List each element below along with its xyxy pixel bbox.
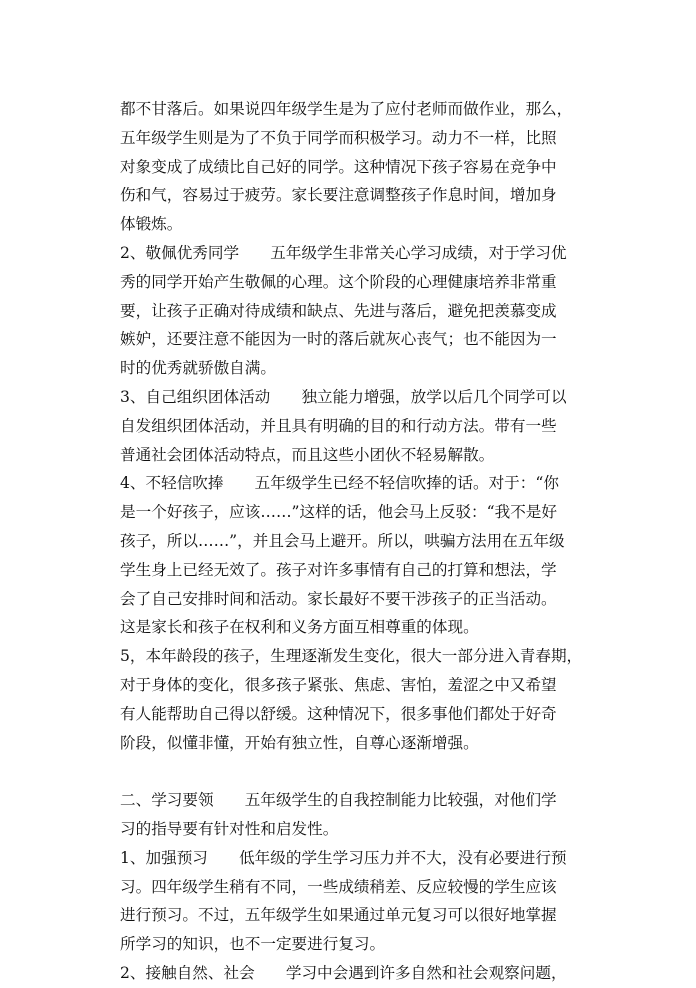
chapter-heading-line: 二、学习要领 五年级学生的自我控制能力比较强，对他们学 <box>120 791 557 810</box>
section-heading-line: 1、加强预习 低年级的学生学习压力并不大，没有必要进行预 <box>120 848 567 867</box>
text-line: 自发组织团体活动，并且具有明确的目的和行动方法。带有一些 <box>120 416 557 435</box>
text-line: 孩子，所以……”，并且会马上避开。所以，哄骗方法用在五年级 <box>120 531 565 550</box>
text-line: 时的优秀就骄傲自满。 <box>120 359 276 378</box>
text-line: 普通社会团体活动特点，而且这些小团伙不轻易解散。 <box>120 445 495 464</box>
text-line: 伤和气，容易过于疲劳。家长要注意调整孩子作息时间，增加身 <box>120 186 557 205</box>
text-line: 习的指导要有针对性和启发性。 <box>120 819 339 838</box>
text-line: 是一个好孩子，应该……”这样的话，他会马上反驳：“我不是好 <box>120 503 557 522</box>
blank-line <box>120 757 586 786</box>
text-line: 学生身上已经无效了。孩子对许多事情有自己的打算和想法，学 <box>120 560 557 579</box>
section-heading-line: 2、接触自然、社会 学习中会遇到许多自然和社会观察问题， <box>120 963 567 982</box>
text-line: 进行预习。不过，五年级学生如果通过单元复习可以很好地掌握 <box>120 906 557 925</box>
text-line: 对于身体的变化，很多孩子紧张、焦虑、害怕，羞涩之中又希望 <box>120 675 557 694</box>
text-line: 习。四年级学生稍有不同，一些成绩稍差、反应较慢的学生应该 <box>120 877 557 896</box>
text-line: 阶段，似懂非懂，开始有独立性，自尊心逐渐增强。 <box>120 733 479 752</box>
text-line: 这是家长和孩子在权利和义务方面互相尊重的体现。 <box>120 618 479 637</box>
text-line: 有人能帮助自己得以舒缓。这种情况下，很多事他们都处于好奇 <box>120 704 557 723</box>
text-line: 所学习的知识，也不一定要进行复习。 <box>120 935 386 954</box>
section-heading-line: 4、不轻信吹捧 五年级学生已经不轻信吹捧的话。对于：“你 <box>120 474 559 493</box>
text-line: 嫉妒，还要注意不能因为一时的落后就灰心丧气；也不能因为一 <box>120 330 557 349</box>
section-heading-line: 5，本年龄段的孩子，生理逐渐发生变化，很大一部分进入青春期， <box>120 647 583 666</box>
text-line: 对象变成了成绩比自己好的同学。这种情况下孩子容易在竞争中 <box>120 157 557 176</box>
text-line: 体锻炼。 <box>120 215 183 234</box>
document-body <box>120 95 586 988</box>
text-line: 要，让孩子正确对待成绩和缺点、先进与落后，避免把羡慕变成 <box>120 301 557 320</box>
text-line: 秀的同学开始产生敬佩的心理。这个阶段的心理健康培养非常重 <box>120 272 557 291</box>
text-line: 会了自己安排时间和活动。家长最好不要干涉孩子的正当活动。 <box>120 589 557 608</box>
section-heading-line: 2、敬佩优秀同学 五年级学生非常关心学习成绩，对于学习优 <box>120 243 567 262</box>
section-heading-line: 3、自己组织团体活动 独立能力增强，放学以后几个同学可以 <box>120 387 567 406</box>
text-line: 五年级学生则是为了不负于同学而积极学习。动力不一样，比照 <box>120 128 557 147</box>
text-line: 都不甘落后。如果说四年级学生是为了应付老师而做作业，那么， <box>120 100 573 118</box>
